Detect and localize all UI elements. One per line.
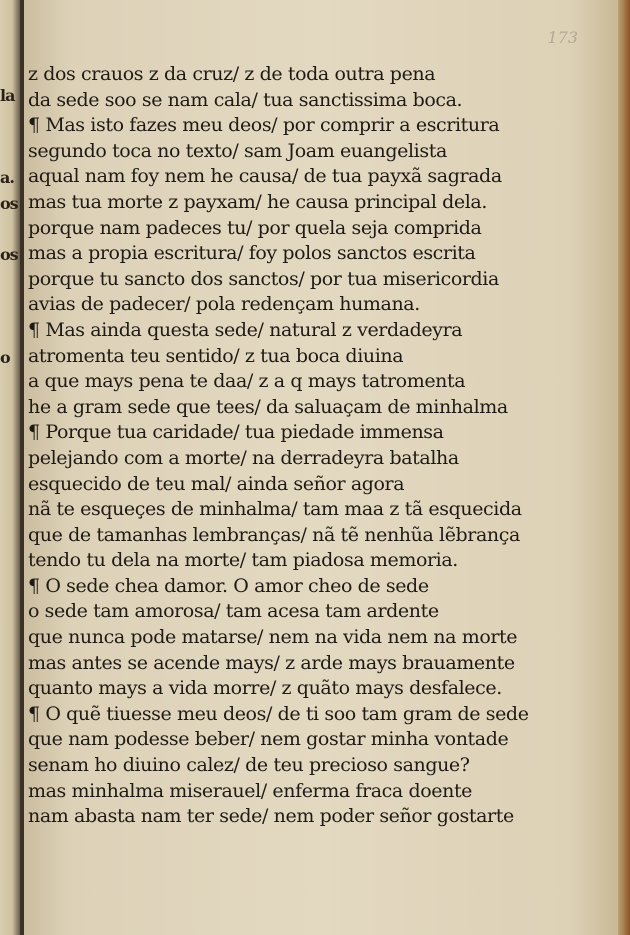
text-line: avias de padecer/ pola redençam humana. [28,293,420,316]
margin-fragment: la [0,86,15,105]
text-line: nã te esqueçes de minhalma/ tam maa z tã esquecida [28,498,522,521]
text-line: ¶ Mas isto fazes meu deos/ por comprir a escritura [28,114,500,137]
text-line: mas tua morte z payxam/ he causa principal dela. [28,190,487,213]
text-block [28,62,610,830]
text-line: quanto mays a vida morre/ z quãto mays desfalece. [28,677,502,700]
text-line: tendo tu dela na morte/ tam piadosa memoria. [28,549,458,572]
text-line: mas antes se acende mays/ z arde mays brauamente [28,651,515,674]
text-line: nam abasta nam ter sede/ nem poder señor gostarte [28,805,514,828]
text-line: porque nam padeces tu/ por quela seja comprida [28,216,482,239]
margin-fragment: os [0,245,18,264]
margin-fragment: a. [0,168,14,187]
text-line: a que mays pena te daa/ z a q mays tatromenta [28,370,466,393]
text-line: o sede tam amorosa/ tam acesa tam ardente [28,600,439,623]
text-line: he a gram sede que tees/ da saluaçam de minhalma [28,395,508,418]
text-line: aqual nam foy nem he causa/ de tua payxã sagrada [28,165,502,188]
text-line: da sede soo se nam cala/ tua sanctissima boca. [28,88,463,111]
text-line: senam ho diuino calez/ de teu precioso sangue? [28,754,470,777]
text-line: esquecido de teu mal/ ainda señor agora [28,472,405,495]
folio-mark: 173 [547,28,578,47]
text-line: atromenta teu sentido/ z tua boca diuina [28,344,404,367]
previous-page-edge [0,0,20,935]
text-line: pelejando com a morte/ na derradeyra batalha [28,446,459,469]
text-line: ¶ Porque tua caridade/ tua piedade immensa [28,421,444,444]
margin-fragment: o [0,348,10,367]
text-line: ¶ O sede chea damor. O amor cheo de sede [28,574,429,597]
margin-fragment: os [0,194,18,213]
text-line: z dos crauos z da cruz/ z de toda outra pena [28,63,436,85]
text-line: que de tamanhas lembranças/ nã tẽ nenhũa lẽbrança [28,523,520,546]
text-line: mas a propia escritura/ foy polos sanctos escrita [28,242,476,265]
text-line: ¶ Mas ainda questa sede/ natural z verdadeyra [28,318,463,341]
book-page [24,0,618,935]
text-line: porque tu sancto dos sanctos/ por tua misericordia [28,267,499,290]
page-edge [618,0,630,935]
text-line: mas minhalma miserauel/ enferma fraca doente [28,779,473,802]
text-line: que nunca pode matarse/ nem na vida nem na morte [28,626,518,649]
text-line: que nam podesse beber/ nem gostar minha vontade [28,728,509,751]
text-line: ¶ O quẽ tiuesse meu deos/ de ti soo tam gram de sede [28,702,529,725]
text-line: segundo toca no texto/ sam Joam euangelista [28,139,447,162]
